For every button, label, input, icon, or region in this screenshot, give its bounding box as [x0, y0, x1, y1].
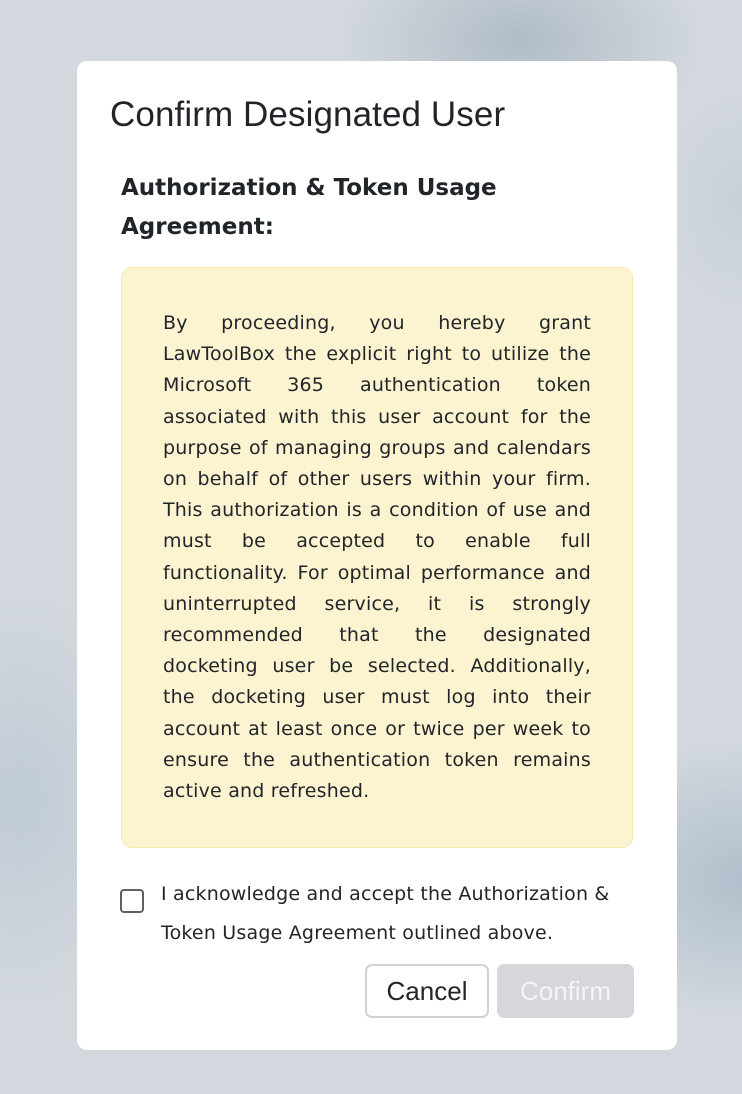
cancel-button[interactable]: Cancel	[365, 964, 489, 1018]
confirm-button[interactable]: Confirm	[497, 964, 634, 1018]
acknowledge-checkbox[interactable]	[120, 889, 144, 913]
acknowledge-row[interactable]	[119, 875, 639, 955]
agreement-heading: Authorization & Token Usage Agreement:	[121, 175, 497, 240]
dialog-title: Confirm Designated User	[110, 95, 506, 134]
agreement-text: By proceeding, you hereby grant LawToolBox the explicit right to utilize the Microsoft 365 authentication token associated with this user account for the purpose of managing groups and calendars on behalf of other users within your firm. This authorization is a condition of use and must be accepted to enable full functionality. For optimal performance and uninterrupted service, it is strongly recommended that the designated docketing user be selected. Additionally, the docketing user must log into their account at least once or twice per week to ensure the authentication token remains active and refreshed.	[163, 312, 591, 803]
confirm-designated-user-dialog	[77, 61, 677, 1050]
agreement-panel	[121, 267, 633, 848]
acknowledge-label[interactable]: I acknowledge and accept the Authorization & Token Usage Agreement outlined above.	[161, 883, 610, 944]
